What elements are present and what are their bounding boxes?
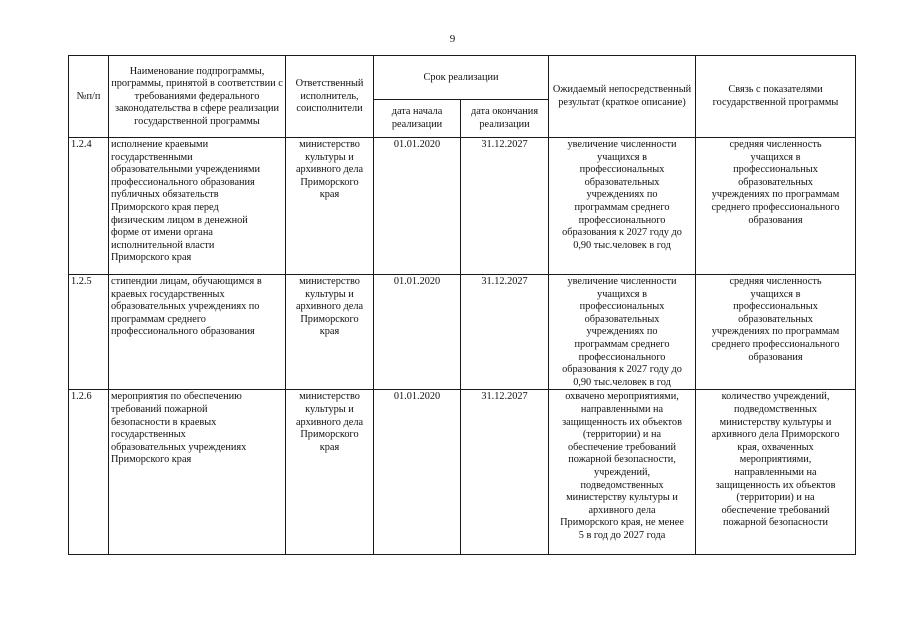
table-row: [69, 390, 856, 555]
row-num: 1.2.6: [69, 390, 109, 555]
header-start: дата начала реализации: [374, 100, 461, 138]
row-link: количество учреждений, подведомственных министерству культуры и архивного дела Приморского края, охваченных мероприятиями, направленными на защищенность их объектов (территории) и на обеспечение требований пожарной безопасности: [696, 390, 856, 555]
row-responsible: министерство культуры и архивного дела Приморского края: [286, 275, 374, 390]
row-name: стипендии лицам, обучающимся в краевых государственных образовательных учреждениях по программам среднего профессионального образования: [109, 275, 286, 390]
row-end-date: 31.12.2027: [461, 138, 549, 275]
header-link: Связь с показателями государственной программы: [696, 56, 856, 138]
row-end-date: 31.12.2027: [461, 390, 549, 555]
header-period: Срок реализации: [374, 56, 549, 100]
row-responsible: министерство культуры и архивного дела Приморского края: [286, 390, 374, 555]
row-num: 1.2.5: [69, 275, 109, 390]
row-responsible: министерство культуры и архивного дела Приморского края: [286, 138, 374, 275]
header-row: [69, 56, 856, 100]
row-link: средняя численность учащихся в профессиональных образовательных учреждениях по программам среднего профессионального образования: [696, 138, 856, 275]
header-responsible: Ответственный исполнитель, соисполнители: [286, 56, 374, 138]
header-num: №п/п: [69, 56, 109, 138]
row-num: 1.2.4: [69, 138, 109, 275]
header-end: дата окончания реализации: [461, 100, 549, 138]
page-number: 9: [449, 33, 456, 45]
row-name: исполнение краевыми государственными образовательными учреждениями профессионального образования публичных обязательств Приморского края перед физическим лицом в денежной форме от имени органа исполнительной власти Приморского края: [109, 138, 286, 275]
table-row: [69, 275, 856, 390]
program-table: [68, 55, 856, 555]
row-start-date: 01.01.2020: [374, 275, 461, 390]
row-result: охвачено мероприятиями, направленными на защищенность их объектов (территории) и на обеспечение требований пожарной безопасности, учреждений, подведомственных министерству культуры и архивного дела Приморского края, не менее 5 в год до 2027 года: [549, 390, 696, 555]
row-end-date: 31.12.2027: [461, 275, 549, 390]
row-start-date: 01.01.2020: [374, 138, 461, 275]
row-link: средняя численность учащихся в профессиональных образовательных учреждениях по программам среднего профессионального образования: [696, 275, 856, 390]
row-result: увеличение численности учащихся в профессиональных образовательных учреждениях по программам среднего профессионального образования к 2027 году до 0,90 тыс.человек в год: [549, 275, 696, 390]
row-result: увеличение численности учащихся в профессиональных образовательных учреждениях по программам среднего профессионального образования к 2027 году до 0,90 тыс.человек в год: [549, 138, 696, 275]
row-start-date: 01.01.2020: [374, 390, 461, 555]
header-name: Наименование подпрограммы, программы, принятой в соответствии с требованиями федерального законодательства в сфере реализации государственной программы: [109, 56, 286, 138]
header-result: Ожидаемый непосредственный результат (краткое описание): [549, 56, 696, 138]
table-row: [69, 138, 856, 275]
row-name: мероприятия по обеспечению требований пожарной безопасности в краевых государственных образовательных учреждениях Приморского края: [109, 390, 286, 555]
